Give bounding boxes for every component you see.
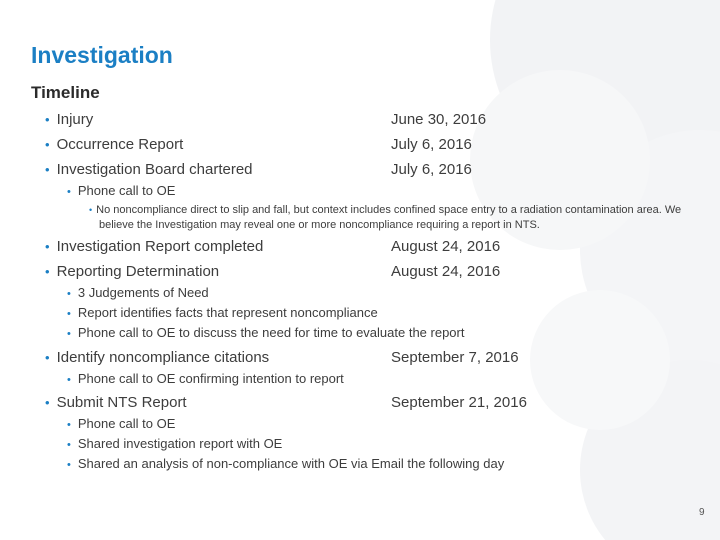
timeline-date: August 24, 2016 xyxy=(391,238,501,255)
bullet-dot-icon: • xyxy=(67,459,71,471)
page-title: Investigation xyxy=(31,42,173,68)
timeline-date: July 6, 2016 xyxy=(391,136,472,153)
sub-sub-item: • No noncompliance direct to slip and fall, but context includes confined space entry to a radiation contamination area. We believe the Investigation may reveal one or more noncompliance requiring a report in NTS. xyxy=(89,204,682,231)
bullet-dot-icon: • xyxy=(45,239,50,254)
bullet-dot-icon: • xyxy=(45,395,50,410)
sub-item: • 3 Judgements of Need xyxy=(67,285,209,300)
timeline-label: Occurrence Report xyxy=(56,136,184,153)
page-subtitle: Timeline xyxy=(31,83,100,102)
sub-item: • Phone call to OE xyxy=(67,416,176,431)
timeline-date: September 7, 2016 xyxy=(391,349,519,366)
bullet-dot-icon: • xyxy=(45,112,50,127)
timeline-item xyxy=(45,238,263,255)
sub-item: • Phone call to OE to discuss the need for time to evaluate the report xyxy=(67,325,465,340)
bullet-dot-icon: • xyxy=(67,374,71,386)
timeline-label: Investigation Board chartered xyxy=(56,161,253,178)
timeline-item xyxy=(45,349,269,366)
timeline-date: September 21, 2016 xyxy=(391,394,527,411)
timeline-item xyxy=(45,136,183,153)
timeline-label: Investigation Report completed xyxy=(56,238,264,255)
bullet-dot-icon: • xyxy=(67,308,71,320)
sub-item: • Phone call to OE xyxy=(67,183,176,198)
bullet-dot-icon: • xyxy=(67,186,71,198)
bullet-dot-icon: • xyxy=(45,137,50,152)
bullet-dot-icon: • xyxy=(67,328,71,340)
bullet-dot-icon: • xyxy=(67,419,71,431)
sub-item: • Shared an analysis of non-compliance with OE via Email the following day xyxy=(67,456,505,471)
bullet-dot-icon: • xyxy=(45,264,50,279)
bullet-dot-icon: • xyxy=(89,205,93,215)
timeline-date: July 6, 2016 xyxy=(391,161,472,178)
timeline-label: Reporting Determination xyxy=(56,263,220,280)
timeline-item xyxy=(45,263,219,280)
bullet-dot-icon: • xyxy=(67,288,71,300)
sub-item: • Shared investigation report with OE xyxy=(67,436,283,451)
page-number: 9 xyxy=(699,507,705,518)
bullet-dot-icon: • xyxy=(45,162,50,177)
timeline-item xyxy=(45,111,93,128)
timeline-item xyxy=(45,161,253,178)
sub-item: • Phone call to OE confirming intention to report xyxy=(67,371,344,386)
bullet-dot-icon: • xyxy=(67,439,71,451)
timeline-label: Injury xyxy=(56,111,94,128)
bullet-dot-icon: • xyxy=(45,350,50,365)
timeline-item xyxy=(45,394,187,411)
timeline-label: Identify noncompliance citations xyxy=(56,349,270,366)
sub-item: • Report identifies facts that represent noncompliance xyxy=(67,305,378,320)
timeline-date: June 30, 2016 xyxy=(391,111,487,128)
timeline-date: August 24, 2016 xyxy=(391,263,501,280)
timeline-label: Submit NTS Report xyxy=(56,394,187,411)
